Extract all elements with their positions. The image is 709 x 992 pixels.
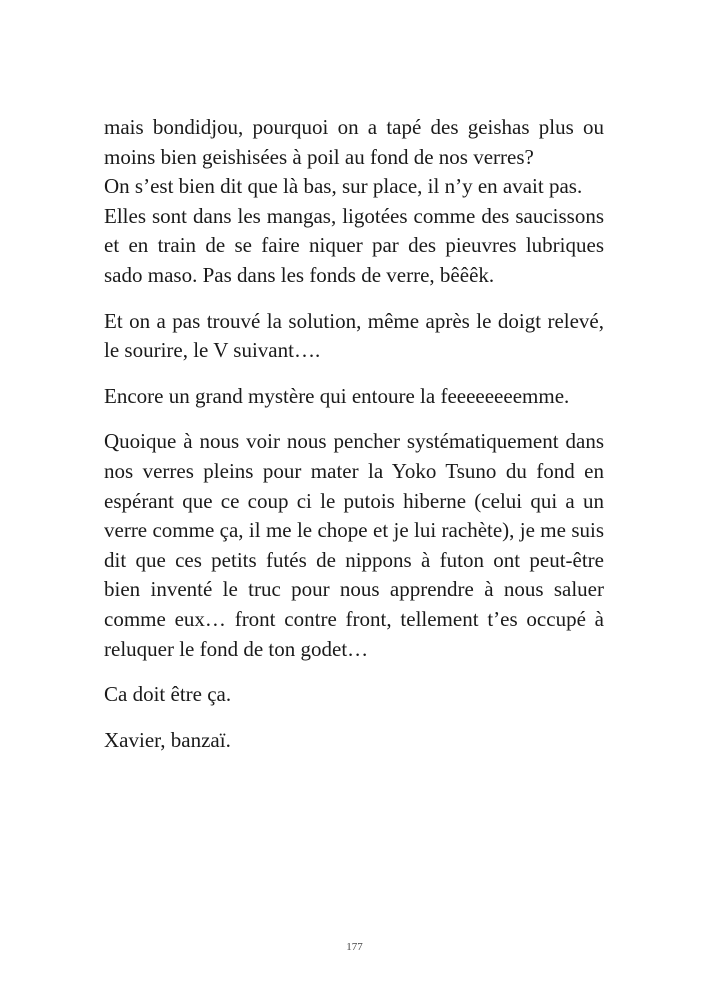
paragraph-7: Ca doit être ça. xyxy=(104,682,232,707)
paragraph-5: Encore un grand mystère qui entoure la feeeeeeeemme. xyxy=(104,383,570,408)
body-text xyxy=(104,113,604,755)
paragraph-8: Xavier, banzaï. xyxy=(104,727,231,752)
paragraph-4: Et on a pas trouvé la solution, même après le doigt relevé, le sourire, le V suivant…. xyxy=(104,308,604,363)
paragraph-3: Elles sont dans les mangas, ligotées comme des saucissons et en train de se faire niquer par des pieuvres lubriques sado maso. Pas dans les fonds de verre, bêêêk. xyxy=(104,203,604,287)
paragraph-1: mais bondidjou, pourquoi on a tapé des geishas plus ou moins bien geishisées à poil au fond de nos verres? xyxy=(104,115,604,169)
paragraph-6: Quoique à nous voir nous pencher systématiquement dans nos verres pleins pour mater la Yoko Tsuno du fond en espérant que ce coup ci le putois hiberne (celui qui a un verre comme ça, il me le chope et je lui rachète), je me suis dit que ces petits futés de nippons à futon ont peut-être bien inventé le truc pour nous apprendre à nous saluer comme eux… front contre front, tellement t’es occupé à reluquer le fond de ton godet… xyxy=(104,429,604,661)
paragraph-2: On s’est bien dit que là bas, sur place, il n’y en avait pas. xyxy=(104,174,583,199)
page-number: 177 xyxy=(346,941,363,953)
